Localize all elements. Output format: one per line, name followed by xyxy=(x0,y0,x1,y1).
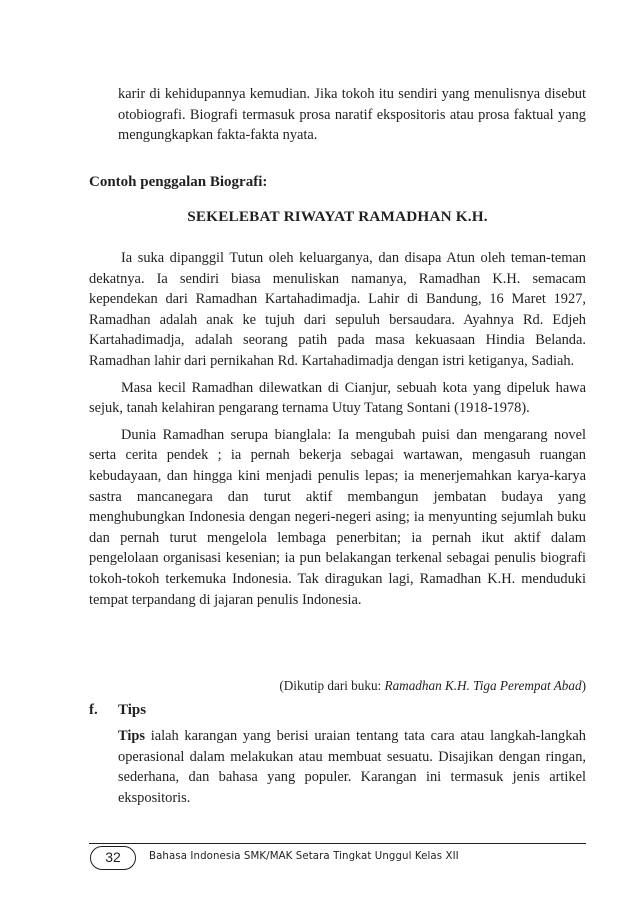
biography-title: SEKELEBAT RIWAYAT RAMADHAN K.H. xyxy=(187,208,488,225)
footer-book-title: Bahasa Indonesia SMK/MAK Setara Tingkat Unggul Kelas XII xyxy=(149,851,459,862)
example-heading: Contoh penggalan Biografi: xyxy=(89,174,268,190)
tips-section-heading xyxy=(89,702,146,719)
source-citation xyxy=(279,678,586,694)
citation-suffix: ) xyxy=(581,678,586,693)
citation-prefix: (Dikutip dari buku: xyxy=(279,678,385,693)
page-number-badge: 32 xyxy=(90,846,136,870)
biography-paragraph-2: Masa kecil Ramadhan dilewatkan di Cianjur, sebuah kota yang dipeluk hawa sejuk, tanah kelahiran pengarang ternama Utuy Tatang Sontani (1918-1978). xyxy=(89,379,586,417)
citation-book-title: Ramadhan K.H. Tiga Perempat Abad xyxy=(384,678,582,693)
tips-text: ialah karangan yang berisi uraian tentang tata cara atau langkah-langkah operasional dalam melakukan atau membuat sesuatu. Disajikan dengan ringan, sederhana, dan bahasa yang populer. Karangan ini termasuk jenis artikel ekspositoris. xyxy=(118,728,586,806)
intro-paragraph: karir di kehidupannya kemudian. Jika tokoh itu sendiri yang menulisnya disebut otobiografi. Biografi termasuk prosa naratif ekspositoris atau prosa faktual yang mengungkapkan fakta-fakta nyata. xyxy=(118,86,586,144)
biography-body xyxy=(89,248,586,616)
section-label: f. xyxy=(89,702,98,718)
biography-paragraph-1: Ia suka dipanggil Tutun oleh keluarganya, dan disapa Atun oleh teman-teman dekatnya. Ia sendiri biasa menuliskan namanya, Ramadhan K.H. semacam kependekan dari Ramadhan Kartahadimadja. Lahir di Bandung, 16 Maret 1927, Ramadhan adalah anak ke tujuh dari sepuluh bersaudara. Ayahnya Rd. Edjeh Kartahadimadja, adalah seorang patih pada masa kekuasaan Hindia Belanda. Ramadhan lahir dari pernikahan Rd. Kartahadimadja dengan istri ketiganya, Sadiah. xyxy=(89,250,586,369)
tips-heading-text: Tips xyxy=(118,702,147,718)
footer-rule xyxy=(89,843,586,844)
biography-paragraph-3: Dunia Ramadhan serupa bianglala: Ia mengubah puisi dan mengarang novel serta cerita pendek ; ia pernah bekerja sebagai wartawan, mengasuh ruangan kebudayaan, dan hingga kini menjadi penulis lepas; ia menerjemahkan karya-karya sastra mancanegara dan turut aktif membangun jembatan budaya yang menghubungkan Indonesia dengan negeri-negeri asing; ia menyunting sejumlah buku dan pernah turut mengelola lembaga penerbitan; ia pernah ikut aktif dalam pengelolaan organisasi kesenian; ia pun belakangan terkenal sebagai penulis biografi tokoh-tokoh terkemuka Indonesia. Tak diragukan lagi, Ramadhan K.H. menduduki tempat terpandang di jajaran penulis Indonesia. xyxy=(89,426,586,608)
tips-lead-word: Tips xyxy=(118,728,145,744)
tips-paragraph xyxy=(118,726,586,808)
